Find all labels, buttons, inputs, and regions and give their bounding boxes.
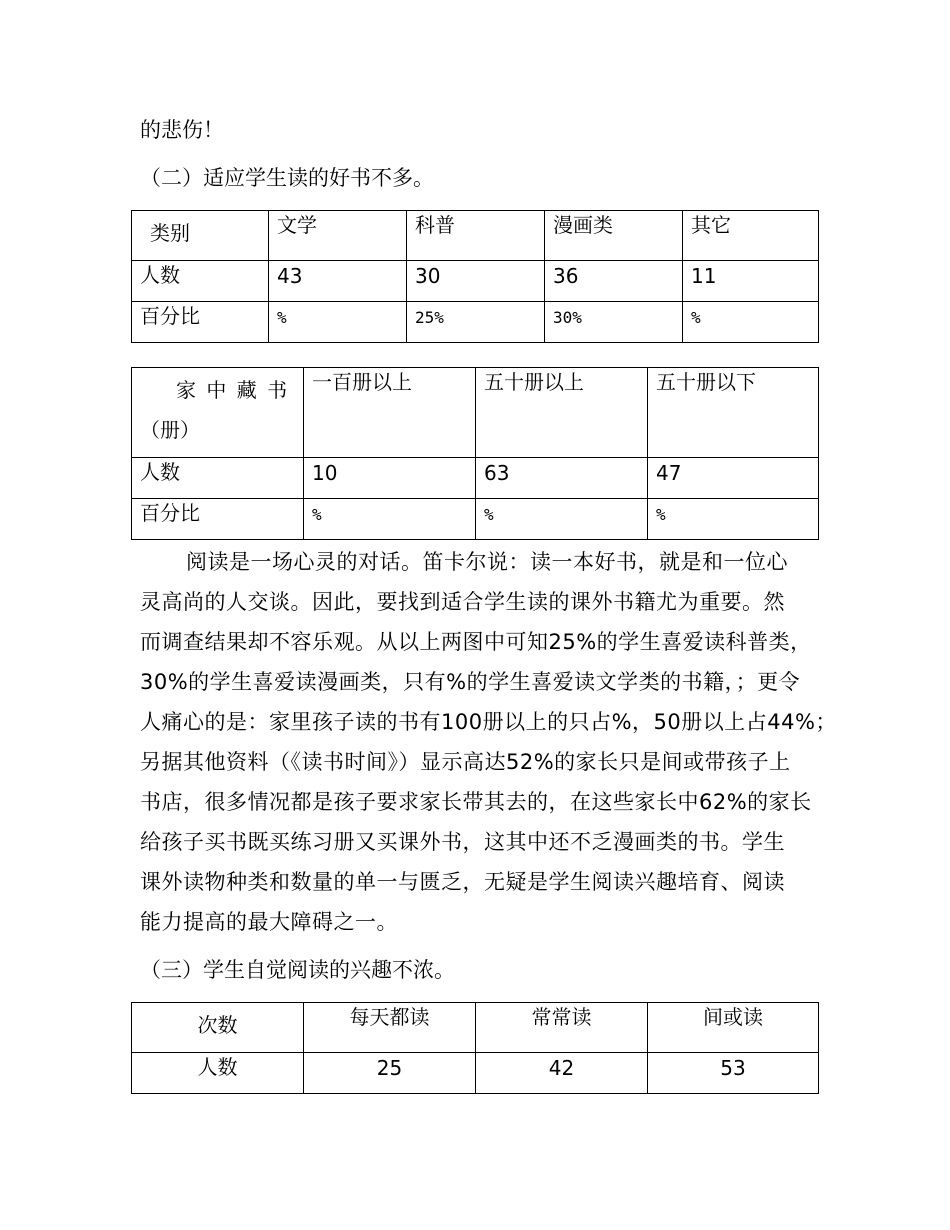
table-cell: 47 (656, 461, 682, 485)
table-header-cell: 漫画类 (553, 213, 613, 237)
table-cell: 30% (553, 308, 582, 327)
table-header-cell: 文学 (277, 213, 317, 237)
home-books-table (131, 367, 819, 540)
table-cell: 43 (277, 264, 303, 288)
table-cell: 25% (415, 308, 444, 327)
paragraph-line: 另据其他资料（《读书时间》）显示高达52%的家长只是间或带孩子上 (140, 750, 791, 774)
continued-text: 的悲伤！ (140, 118, 224, 142)
table-header-cell: 每天都读 (349, 1005, 430, 1029)
paragraph-line: 书店，很多情况都是孩子要求家长带其去的，在这些家长中62%的家长 (140, 790, 812, 814)
paragraph-line: 给孩子买书既买练习册又买课外书，这其中还不乏漫画类的书。学生 (140, 830, 785, 854)
table-cell: % (484, 505, 494, 524)
table-cell: 10 (312, 461, 338, 485)
table-header-cell: 次数 (197, 1013, 238, 1037)
table-cell: % (656, 505, 666, 524)
table-header-cell: 家 中 藏 书 (176, 378, 290, 402)
paragraph-line: 人痛心的是：家里孩子读的书有100册以上的只占%，50册以上占44%； (140, 710, 837, 734)
table-header-cell: 五十册以下 (656, 370, 756, 394)
paragraph-line: 灵高尚的人交谈。因此，要找到适合学生读的课外书籍尤为重要。然 (140, 590, 785, 614)
paragraph-line: 能力提高的最大障碍之一。 (140, 910, 398, 934)
table-cell: 63 (484, 461, 510, 485)
book-category-table (131, 210, 819, 343)
table-cell: % (277, 308, 287, 327)
table-cell: 人数 (140, 263, 180, 287)
paragraph-line: 课外读物种类和数量的单一与匮乏，无疑是学生阅读兴趣培育、阅读 (140, 870, 785, 894)
table-header-cell: （册） (140, 418, 200, 442)
table-header-cell: 其它 (691, 213, 731, 237)
section-heading-3: （三）学生自觉阅读的兴趣不浓。 (140, 958, 455, 982)
section-heading-2: （二）适应学生读的好书不多。 (140, 166, 434, 190)
table-header-cell: 五十册以上 (484, 370, 584, 394)
table-cell: 人数 (197, 1055, 238, 1079)
table-header-cell: 间或读 (703, 1005, 763, 1029)
table-cell: 53 (720, 1056, 746, 1080)
table-cell: % (691, 308, 701, 327)
paragraph-line: 30%的学生喜爱读漫画类，只有%的学生喜爱读文学类的书籍，；更令 (140, 670, 801, 694)
table-header-cell: 常常读 (531, 1005, 592, 1029)
table-cell: 42 (548, 1056, 575, 1080)
table-header-cell: 类别 (150, 221, 190, 245)
table-cell: 百分比 (140, 501, 200, 525)
table-cell: 30 (415, 264, 441, 288)
paragraph-line: 而调查结果却不容乐观。从以上两图中可知25%的学生喜爱读科普类， (140, 630, 812, 654)
table-cell: 25 (376, 1056, 403, 1080)
paragraph-line: 阅读是一场心灵的对话。笛卡尔说：读一本好书，就是和一位心 (186, 550, 788, 574)
table-cell: 百分比 (140, 304, 200, 328)
table-cell: 11 (691, 264, 717, 288)
table-cell: 人数 (140, 460, 180, 484)
table-cell: 36 (553, 264, 579, 288)
table-cell: % (312, 505, 322, 524)
reading-frequency-table (131, 1002, 819, 1094)
table-header-cell: 科普 (415, 213, 455, 237)
table-header-cell: 一百册以上 (312, 370, 412, 394)
